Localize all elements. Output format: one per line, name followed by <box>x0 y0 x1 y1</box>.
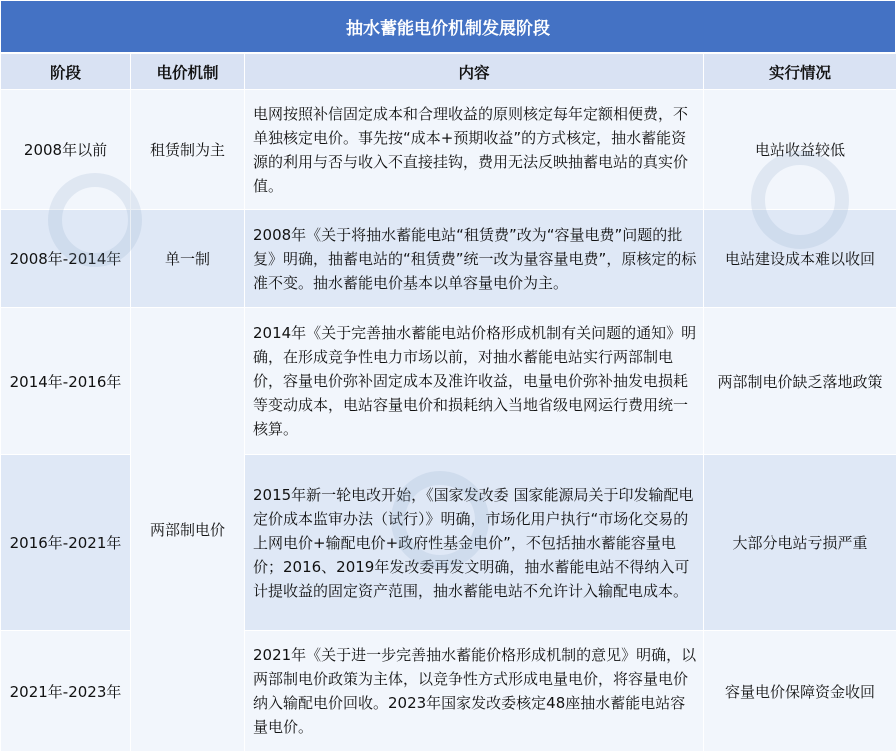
stage-cell: 2014年-2016年 <box>1 308 131 455</box>
mechanism-cell: 两部制电价 <box>131 308 245 752</box>
table-title: 抽水蓄能电价机制发展阶段 <box>0 0 896 53</box>
content-cell: 2008年《关于将抽水蓄能电站“租赁费”改为“容量电费”问题的批复》明确，抽蓄电站的“租赁费”统一改为量容量电费”，原核定的标准不变。抽水蓄能电价基本以单容量电价为主。 <box>245 210 704 308</box>
mechanism-cell: 租赁制为主 <box>131 90 245 210</box>
status-cell: 大部分电站亏损严重 <box>704 455 896 631</box>
header-status: 实行情况 <box>704 54 896 90</box>
stage-cell: 2016年-2021年 <box>1 455 131 631</box>
stage-cell: 2008年-2014年 <box>1 210 131 308</box>
table-row <box>1 90 896 210</box>
content-cell: 2015年新一轮电改开始，《国家发改委 国家能源局关于印发输配电定价成本监审办法（试行）》明确，市场化用户执行“市场化交易的上网电价+输配电价+政府性基金电价”，不包括抽水蓄能容量电价；2016、2019年发改委再发文明确，抽水蓄能电站不得纳入可计提收益的固定资产范围，抽水蓄能电站不允许计入输配电成本。 <box>245 455 704 631</box>
header-mechanism: 电价机制 <box>131 54 245 90</box>
mechanism-table <box>0 53 896 752</box>
content-cell: 电网按照补信固定成本和合理收益的原则核定每年定额相便费，不单独核定电价。事先按“成本+预期收益”的方式核定，抽水蓄能资源的利用与否与收入不直接挂钩，费用无法反映抽蓄电站的真实价值。 <box>245 90 704 210</box>
table-row <box>1 308 896 455</box>
header-content: 内容 <box>245 54 704 90</box>
status-cell: 容量电价保障资金收回 <box>704 631 896 752</box>
table-row <box>1 210 896 308</box>
mechanism-cell: 单一制 <box>131 210 245 308</box>
status-cell: 电站建设成本难以收回 <box>704 210 896 308</box>
header-stage: 阶段 <box>1 54 131 90</box>
header-row <box>1 54 896 90</box>
status-cell: 两部制电价缺乏落地政策 <box>704 308 896 455</box>
content-cell: 2021年《关于进一步完善抽水蓄能价格形成机制的意见》明确，以两部制电价政策为主体，以竞争性方式形成电量电价，将容量电价纳入输配电价回收。2023年国家发改委核定48座抽水蓄能电站容量电价。 <box>245 631 704 752</box>
stage-cell: 2021年-2023年 <box>1 631 131 752</box>
content-cell: 2014年《关于完善抽水蓄能电站价格形成机制有关问题的通知》明确，在形成竞争性电力市场以前，对抽水蓄能电站实行两部制电价，容量电价弥补固定成本及准许收益，电量电价弥补抽发电损耗等变动成本，电站容量电价和损耗纳入当地省级电网运行费用统一核算。 <box>245 308 704 455</box>
stage-cell: 2008年以前 <box>1 90 131 210</box>
status-cell: 电站收益较低 <box>704 90 896 210</box>
